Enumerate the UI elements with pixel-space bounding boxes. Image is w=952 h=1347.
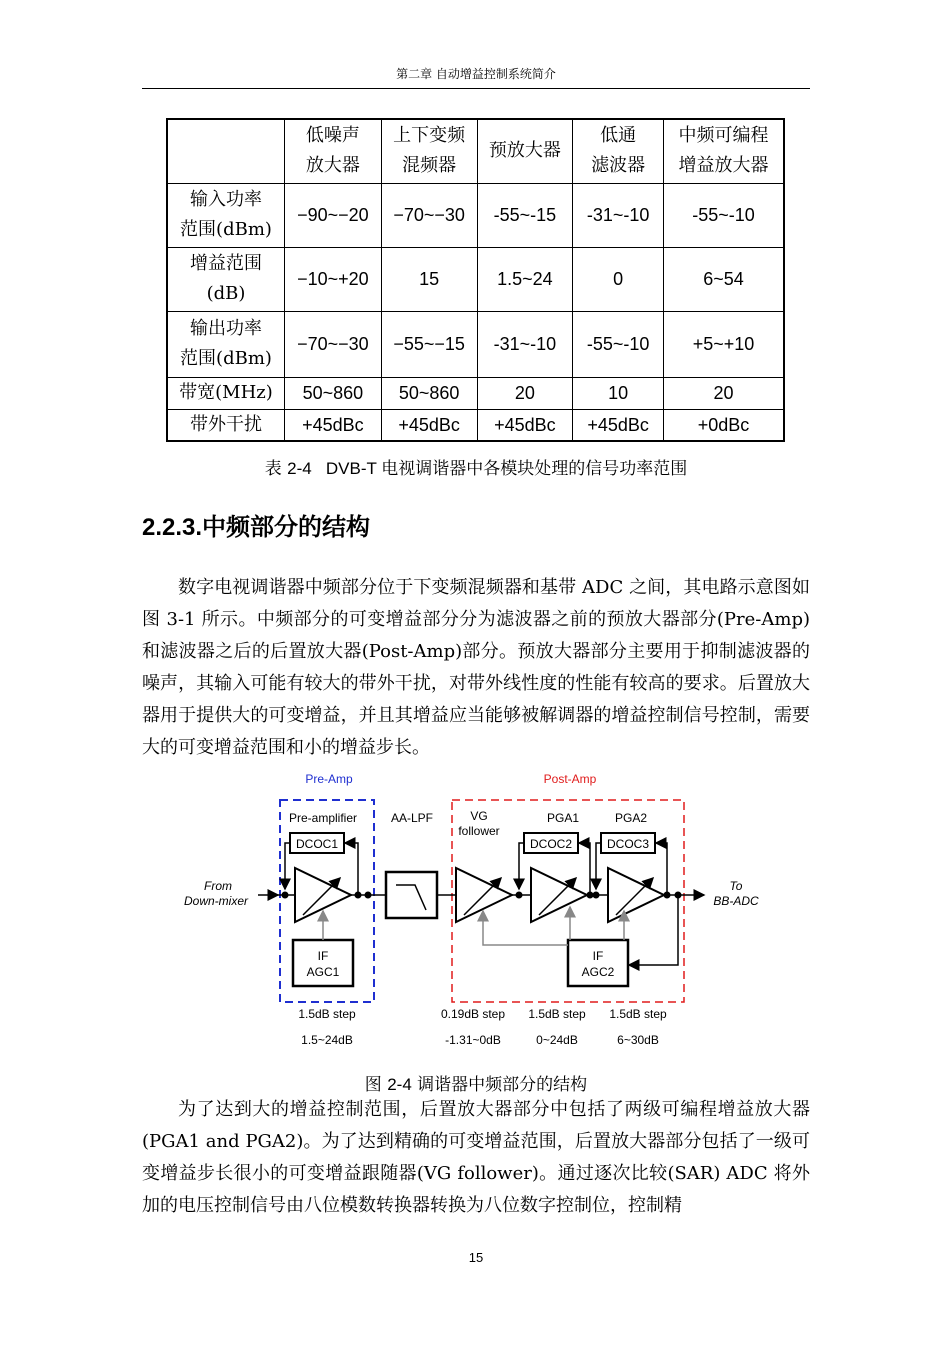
dcoc2-label: DCOC2 [529,837,573,851]
pga2-label: PGA2 [614,811,648,825]
dcoc1-label: DCOC1 [295,837,339,851]
header-rule [142,88,810,89]
table-cell: 20 [663,377,784,409]
table-cell: 1.5~24 [477,247,573,311]
paragraph: 数字电视调谐器中频部分位于下变频混频器和基带 ADC 之间，其电路示意图如图 3-1 所示。中频部分的可变增益部分分为滤波器之前的预放大器部分(Pre-Amp)和滤波器之后的后置放大器(Post-Amp)部分。预放大器部分主要用于抑制滤波器的噪声，其输入可能有较大的带外干扰，对带外线性度的性能有较高的要求。后置放大器用于提供大的可变增益，并且其增益应当能够被解调器的增益控制信号控制，需要大的可变增益范围和小的增益步长。 [142,577,810,758]
pga2-step: 1.5dB step [609,1007,667,1021]
table-cell: 50~860 [284,377,381,409]
dcoc3-label: DCOC3 [606,837,650,851]
page-number: 15 [468,1250,484,1265]
vg-range: -1.31~0dB [445,1033,501,1047]
table-cell: -55~-10 [573,311,664,377]
table-row [167,409,784,441]
table-row [167,247,784,311]
table-cell: -31~-10 [573,183,664,247]
paragraph: 为了达到大的增益控制范围，后置放大器部分中包括了两级可编程增益放大器(PGA1 and PGA2)。为了达到精确的可变增益范围，后置放大器部分包括了一级可变增益步长很小的可变增益跟随器(VG follower)。通过逐次比较(SAR) ADC 将外加的电压控制信号由八位模数转换器转换为八位数字控制位，控制精 [142,1099,810,1216]
row-label: 带外干扰 [167,409,284,441]
preamp-range: 1.5~24dB [301,1033,353,1047]
table-cell: +45dBc [284,409,381,441]
table-cell: 6~54 [663,247,784,311]
col-header-lpf: 低通 滤波器 [573,119,664,183]
table-cell: +5~+10 [663,311,784,377]
section-heading [142,507,370,542]
table-cell: +0dBc [663,409,784,441]
down-mixer-label: Down-mixer [183,894,249,908]
preamp-step: 1.5dB step [298,1007,356,1021]
table-caption: 表 2-4 DVB-T 电视调谐器中各模块处理的信号功率范围 [264,459,688,479]
running-header: 第二章 自动增益控制系统简介 [396,67,556,81]
col-header-lna: 低噪声 放大器 [284,119,381,183]
pga1-label: PGA1 [546,811,580,825]
table-row [167,183,784,247]
table-cell: 20 [477,377,573,409]
row-label: 输入功率 范围(dBm) [167,183,284,247]
if-agc1-block [293,940,353,986]
col-header-pga: 中频可编程 增益放大器 [663,119,784,183]
table-cell: -55~-10 [663,183,784,247]
table-cell: -31~-10 [477,311,573,377]
from-label: From [204,879,232,893]
table-cell: 10 [573,377,664,409]
vg-step: 0.19dB step [440,1007,506,1021]
table-cell: −55~−15 [381,311,477,377]
vg-follower-label: follower [458,824,500,838]
table-row [167,311,784,377]
signal-power-table [166,118,785,442]
table-corner-cell [167,119,284,183]
agc2-if-label: IF [592,949,604,963]
section-number: 2.2.3. [142,514,203,541]
pga2-range: 6~30dB [617,1033,659,1047]
aa-lpf-label: AA-LPF [390,811,434,825]
agc1-label: AGC1 [306,965,340,979]
agc1-if-label: IF [317,949,329,963]
pre-amplifier-label: Pre-amplifier [288,811,358,825]
table-row [167,377,784,409]
bb-adc-label: BB-ADC [713,894,759,908]
table-cell: +45dBc [477,409,573,441]
col-header-preamp: 预放大器 [477,119,573,183]
table-header-row [167,119,784,183]
table-cell: 0 [573,247,664,311]
row-label: 增益范围 (dB) [167,247,284,311]
row-label: 输出功率 范围(dBm) [167,311,284,377]
table-cell: -55~-15 [477,183,573,247]
if-agc2-block [568,940,628,986]
if-structure-diagram [170,765,780,1055]
col-header-mixer: 上下变频 混频器 [381,119,477,183]
aa-lpf-block [386,872,437,918]
pre-amp-title: Pre-Amp [305,772,353,786]
figure-caption: 图 2-4 调谐器中频部分的结构 [364,1075,588,1095]
table-cell: +45dBc [381,409,477,441]
pga1-step: 1.5dB step [528,1007,586,1021]
to-label: To [729,879,743,893]
table-cell: −70~−30 [381,183,477,247]
table-cell: +45dBc [573,409,664,441]
table-cell: −70~−30 [284,311,381,377]
pga1-range: 0~24dB [536,1033,578,1047]
vg-label: VG [470,809,488,823]
table-cell: −90~−20 [284,183,381,247]
row-label: 带宽(MHz) [167,377,284,409]
table-cell: 50~860 [381,377,477,409]
agc2-label: AGC2 [581,965,615,979]
section-title: 中频部分的结构 [202,513,371,541]
table-cell: −10~+20 [284,247,381,311]
post-amp-title: Post-Amp [543,772,597,786]
table-cell: 15 [381,247,477,311]
